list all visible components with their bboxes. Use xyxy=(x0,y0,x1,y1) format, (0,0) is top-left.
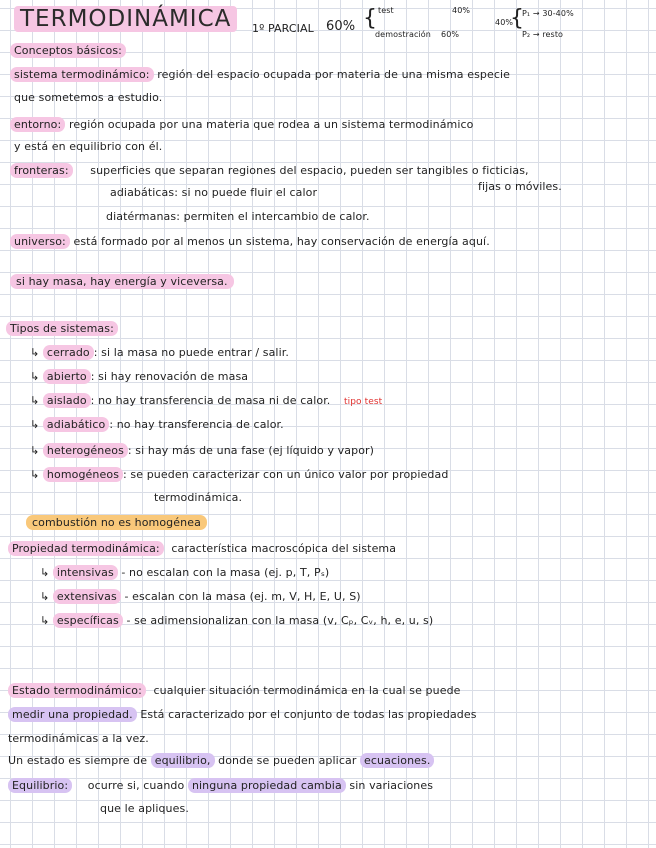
estado-line-1: Estado termodinámico: cualquier situación termodinámica en la cual se puede xyxy=(8,684,461,698)
tipo-cerrado: ↳ cerrado : si la masa no puede entrar / salir. xyxy=(30,346,289,359)
parcial-p1: P₁ → 30-40% xyxy=(522,9,574,18)
equilibrio-line-1: Equilibrio: ocurre si, cuando ninguna propiedad cambia sin variaciones xyxy=(8,779,433,793)
diatermanas-line: diatérmanas: permiten el intercambio de calor. xyxy=(106,210,370,223)
tipo-homogeneos: ↳ homogéneos : se pueden caracterizar con un único valor por propiedad xyxy=(30,468,449,481)
combustion-note: combustión no es homogénea xyxy=(26,516,207,530)
tipo-homogeneos-line-2: termodinámica. xyxy=(154,491,243,504)
section-tipos-header: Tipos de sistemas: xyxy=(6,322,118,336)
entorno-term: entorno: xyxy=(10,117,65,132)
equilibrio-line-2: que le apliques. xyxy=(100,802,189,815)
tipo-aislado: ↳ aislado : no hay transferencia de masa ni de calor. tipo test xyxy=(30,394,383,407)
entorno-line-2: y está en equilibrio con él. xyxy=(14,140,163,153)
parcial-test-label: test xyxy=(378,6,394,15)
entorno-def: región ocupada por una materia que rodea a un sistema termodinámico xyxy=(68,118,474,131)
tipo-abierto: ↳ abierto : si hay renovación de masa xyxy=(30,370,249,383)
parcial-pct: 60% xyxy=(326,19,356,34)
masa-energia-line: si hay masa, hay energía y viceversa. xyxy=(10,275,234,289)
tipo-heterogeneos: ↳ heterogéneos : si hay más de una fase (ej líquido y vapor) xyxy=(30,444,375,457)
prop-extensivas: ↳ extensivas - escalan con la masa (ej. m, V, H, E, U, S) xyxy=(40,590,361,603)
estado-line-2: medir una propiedad. Está caracterizado por el conjunto de todas las propiedades xyxy=(8,708,477,722)
propiedad-header-line: Propiedad termodinámica: característica macroscópica del sistema xyxy=(8,542,396,556)
parcial-pct2: 40% xyxy=(495,18,514,27)
prop-intensivas: ↳ intensivas - no escalan con la masa (ej. p, T, Pₛ) xyxy=(40,566,330,579)
page-title: TERMODINÁMICA xyxy=(14,6,237,32)
parcial-p2: P₂ → resto xyxy=(522,30,564,39)
fronteras-def: superficies que separan regiones del espacio, pueden ser tangibles o ficticias, xyxy=(90,164,529,177)
entorno-line-1 xyxy=(10,118,473,132)
parcial-demo-pct: 60% xyxy=(441,30,460,39)
parcial-test-pct: 40% xyxy=(452,6,471,15)
brace-icon-2: { xyxy=(510,6,525,31)
section-basicos-header: Conceptos básicos: xyxy=(10,44,126,58)
tipo-adiabatico: ↳ adiabático : no hay transferencia de calor. xyxy=(30,418,284,431)
fronteras-line-1 xyxy=(10,164,529,178)
universo-term: universo: xyxy=(10,234,70,249)
brace-icon: { xyxy=(363,6,378,31)
prop-especificas: ↳ específicas - se adimensionalizan con la masa (v, Cₚ, Cᵥ, h, e, u, s) xyxy=(40,614,434,627)
sistema-line-1 xyxy=(10,68,510,82)
estado-line-4: Un estado es siempre de equilibrio, donde se pueden aplicar ecuaciones. xyxy=(8,754,434,768)
fronteras-line-2: fijas o móviles. xyxy=(478,180,562,193)
adiabaticas-line: adiabáticas: si no puede fluir el calor xyxy=(110,186,318,199)
fronteras-term: fronteras: xyxy=(10,163,73,178)
sistema-def: región del espacio ocupada por materia de una misma especie xyxy=(157,68,511,81)
estado-line-3: termodinámicas a la vez. xyxy=(8,732,149,745)
sistema-line-2: que sometemos a estudio. xyxy=(14,91,163,104)
universo-line xyxy=(10,235,490,249)
universo-def: está formado por al menos un sistema, hay conservación de energía aquí. xyxy=(73,235,490,248)
sistema-term: sistema termodinámico: xyxy=(10,67,154,82)
parcial-demo-label: demostración xyxy=(375,30,431,39)
parcial-label: 1º PARCIAL xyxy=(252,22,314,35)
